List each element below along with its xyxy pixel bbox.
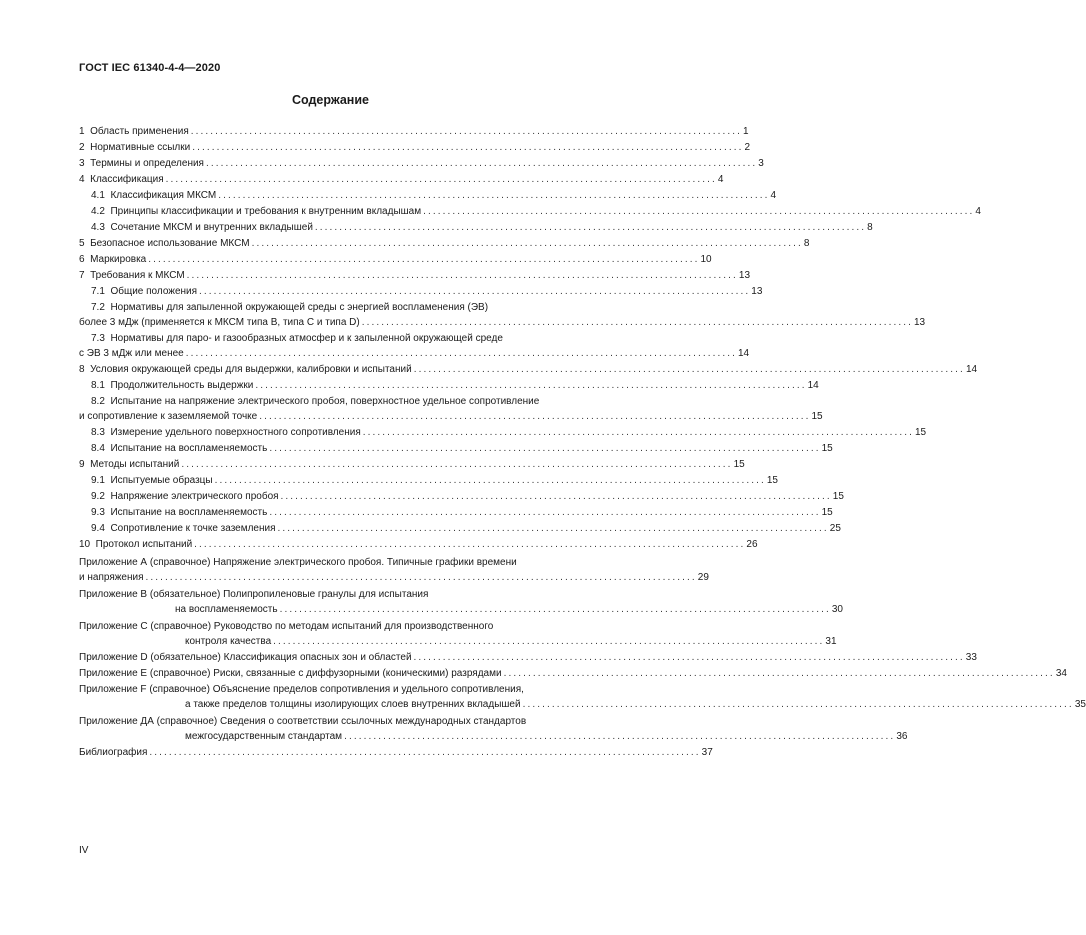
toc-entry-page: 14 — [738, 348, 750, 359]
toc-entry-label: 9.2 Напряжение электрического пробоя — [91, 491, 279, 502]
toc-entry-label: Библиография — [79, 747, 148, 758]
toc-entry[interactable] — [185, 731, 908, 743]
toc-entry-label: Приложение D (обязательное) Классификация опасных зон и областей — [79, 652, 412, 663]
toc-entry[interactable] — [91, 475, 778, 487]
toc-entry[interactable] — [91, 222, 873, 234]
toc-entry[interactable] — [91, 427, 927, 439]
toc-entry-label: 4.1 Классификация МКСМ — [91, 190, 217, 201]
toc-entry-page: 3 — [758, 158, 764, 169]
toc-leader-dots: ................................................................................................................. — [423, 206, 975, 217]
toc-leader-dots: ................................................................................................................. — [259, 411, 811, 422]
toc-entry-page: 8 — [867, 222, 873, 233]
toc-entry-page: 13 — [914, 317, 926, 328]
toc-entry-page: 1 — [743, 126, 749, 137]
toc-entry-label: более 3 мДж (применяется к МКСМ типа В, типа С и типа D) — [79, 317, 360, 328]
toc-entry-label: контроля качества — [185, 636, 272, 647]
toc-entry-page: 36 — [896, 731, 908, 742]
toc-entry-label: межгосударственным стандартам — [185, 731, 343, 742]
toc-leader-dots: ................................................................................................................. — [362, 427, 914, 438]
toc-entry-label: 9.1 Испытуемые образцы — [91, 475, 213, 486]
toc-leader-dots: ................................................................................................................. — [192, 142, 744, 153]
toc-entry-label: 9.4 Сопротивление к точке заземления — [91, 523, 276, 534]
standard-designation: ГОСТ IEC 61340-4-4—2020 — [79, 62, 221, 74]
toc-entry-page: 31 — [825, 636, 837, 647]
toc-entry[interactable] — [91, 286, 763, 298]
toc-leader-dots: ................................................................................................................. — [186, 270, 738, 281]
toc-leader-dots: ................................................................................................................. — [269, 443, 821, 454]
toc-leader-dots: ................................................................................................................. — [413, 652, 965, 663]
toc-entry[interactable] — [79, 652, 977, 664]
toc-entry-label: 7 Требования к МКСМ — [79, 270, 185, 281]
toc-entry[interactable] — [79, 174, 724, 186]
toc-leader-dots: ................................................................................................................. — [194, 539, 746, 550]
toc-entry-line[interactable]: Приложение С (справочное) Руководство по методам испытаний для производственного — [79, 621, 494, 632]
page-title: Содержание — [291, 93, 369, 107]
toc-entry-label: и сопротивление к заземляемой точке — [79, 411, 258, 422]
toc-entry-page: 15 — [811, 411, 823, 422]
toc-leader-dots: ................................................................................................................. — [344, 731, 896, 742]
toc-leader-dots: ................................................................................................................. — [255, 380, 807, 391]
toc-entry-page: 13 — [751, 286, 763, 297]
toc-entry-label: 8 Условия окружающей среды для выдержки, калибровки и испытаний — [79, 364, 412, 375]
toc-entry-label: 9 Методы испытаний — [79, 459, 180, 470]
toc-entry[interactable] — [79, 270, 751, 282]
toc-entry[interactable] — [79, 572, 709, 584]
toc-entry-label: 6 Маркировка — [79, 254, 147, 265]
toc-entry-page: 4 — [770, 190, 777, 201]
toc-entry-label: 4 Классификация — [79, 174, 164, 185]
toc-leader-dots: ................................................................................................................. — [279, 604, 831, 615]
toc-leader-dots: ................................................................................................................. — [273, 636, 825, 647]
toc-entry-label: 10 Протокол испытаний — [79, 539, 193, 550]
toc-entry-line[interactable]: Приложение ДА (справочное) Сведения о соответствии ссылочных международных стандартов — [79, 716, 527, 727]
toc-entry-label: 8.4 Испытание на воспламеняемость — [91, 443, 268, 454]
toc-entry-label: а также пределов толщины изолирующих слоев внутренних вкладышей — [185, 699, 521, 710]
toc-entry-label: с ЭВ 3 мДж или менее — [79, 348, 184, 359]
toc-entry-page: 35 — [1074, 699, 1086, 710]
toc-leader-dots: ................................................................................................................. — [269, 507, 821, 518]
toc-entry-label: на воспламеняемость — [175, 604, 278, 615]
toc-entry-page: 14 — [965, 364, 978, 375]
toc-entry[interactable] — [79, 254, 712, 266]
toc-entry-label: Приложение Е (справочное) Риски, связанные с диффузорными (коническими) разрядами — [79, 668, 502, 679]
toc-entry-label: 9.3 Испытание на воспламеняемость — [91, 507, 268, 518]
toc-entry-line[interactable]: 8.2 Испытание на напряжение электрического пробоя, поверхностное удельное сопротивление — [91, 396, 540, 407]
toc-leader-dots: ................................................................................................................. — [148, 254, 700, 265]
toc-entry[interactable] — [91, 206, 981, 218]
toc-entry[interactable] — [79, 142, 751, 154]
toc-leader-dots: ................................................................................................................. — [145, 572, 697, 583]
toc-entry-page: 8 — [803, 238, 810, 249]
toc-leader-dots: ................................................................................................................. — [190, 126, 742, 137]
toc-leader-dots: ................................................................................................................. — [522, 699, 1074, 710]
toc-entry-page: 15 — [821, 443, 833, 454]
toc-entry-label: 5 Безопасное использование МКСМ — [79, 238, 250, 249]
toc-entry-page: 13 — [738, 270, 751, 281]
toc-entry[interactable] — [91, 380, 819, 392]
toc-entry-page: 4 — [975, 206, 981, 217]
toc-leader-dots: ................................................................................................................. — [314, 222, 867, 233]
toc-entry[interactable] — [91, 491, 844, 503]
toc-entry-line[interactable]: Приложение В (обязательное) Полипропиленовые гранулы для испытания — [79, 589, 429, 600]
toc-leader-dots: ................................................................................................................. — [503, 668, 1055, 679]
toc-entry-label: и напряжения — [79, 572, 144, 583]
toc-entry-label: 3 Термины и определения — [79, 158, 204, 169]
toc-entry-page: 14 — [807, 380, 819, 391]
toc-entry-page: 26 — [746, 539, 758, 550]
toc-entry-page: 15 — [766, 475, 778, 486]
toc-entry-page: 10 — [700, 254, 712, 265]
toc-entry-label: 7.1 Общие положения — [91, 286, 198, 297]
toc-entry[interactable] — [91, 443, 833, 455]
toc-entry[interactable] — [79, 747, 713, 759]
toc-entry-label: 8.3 Измерение удельного поверхностного сопротивления — [91, 427, 361, 438]
toc-entry[interactable] — [91, 523, 841, 535]
toc-entry[interactable] — [79, 317, 926, 329]
toc-leader-dots: ................................................................................................................. — [149, 747, 701, 758]
toc-entry[interactable] — [79, 668, 1067, 680]
toc-entry-page: 25 — [829, 523, 841, 534]
toc-entry-page: 29 — [697, 572, 709, 583]
toc-leader-dots: ................................................................................................................. — [280, 491, 832, 502]
toc-entry-line[interactable]: Приложение F (справочное) Объяснение пределов сопротивления и удельного сопротивления, — [79, 684, 524, 695]
toc-entry[interactable] — [79, 539, 758, 551]
toc-entry[interactable] — [79, 411, 823, 423]
toc-leader-dots: ................................................................................................................. — [205, 158, 758, 169]
toc-entry-page: 15 — [821, 507, 833, 518]
toc-entry-page: 34 — [1055, 668, 1067, 679]
toc-entry[interactable] — [91, 507, 833, 519]
toc-entry-label: 4.2 Принципы классификации и требования к внутренним вкладышам — [91, 206, 422, 217]
toc-entry[interactable] — [185, 699, 1086, 711]
toc-entry-page: 33 — [965, 652, 977, 663]
toc-entry[interactable] — [79, 364, 978, 376]
toc-entry-page: 15 — [832, 491, 844, 502]
toc-leader-dots: ................................................................................................................. — [185, 348, 737, 359]
toc-entry-label: 4.3 Сочетание МКСМ и внутренних вкладышей — [91, 222, 313, 233]
toc-leader-dots: ................................................................................................................. — [165, 174, 717, 185]
toc-entry[interactable] — [79, 158, 764, 170]
toc-leader-dots: ................................................................................................................. — [361, 317, 913, 328]
toc-entry-page: 15 — [733, 459, 745, 470]
toc-leader-dots: ................................................................................................................. — [199, 286, 751, 297]
toc-entry[interactable] — [91, 190, 777, 202]
toc-entry[interactable] — [79, 459, 745, 471]
toc-leader-dots: ................................................................................................................. — [277, 523, 829, 534]
toc-entry-page: 30 — [831, 604, 843, 615]
toc-entry-label: 8.1 Продолжительность выдержки — [91, 380, 254, 391]
toc-entry-page: 4 — [717, 174, 724, 185]
toc-leader-dots: ................................................................................................................. — [251, 238, 803, 249]
toc-entry[interactable] — [185, 636, 837, 648]
toc-entry[interactable] — [79, 238, 810, 250]
toc-leader-dots: ................................................................................................................. — [181, 459, 733, 470]
toc-entry[interactable] — [79, 126, 749, 138]
toc-entry-line[interactable]: Приложение А (справочное) Напряжение электрического пробоя. Типичные графики времени — [79, 557, 517, 568]
toc-entry-line[interactable]: 7.3 Нормативы для паро- и газообразных атмосфер и к запыленной окружающей среде — [91, 333, 503, 344]
toc-leader-dots: ................................................................................................................. — [218, 190, 770, 201]
toc-leader-dots: ................................................................................................................. — [413, 364, 965, 375]
toc-entry-page: 15 — [914, 427, 927, 438]
page-number: IV — [79, 845, 89, 856]
toc-entry-line[interactable]: 7.2 Нормативы для запыленной окружающей среды с энергией воспламенения (ЭВ) — [91, 302, 489, 313]
toc-entry[interactable] — [175, 604, 843, 616]
toc-leader-dots: ................................................................................................................. — [214, 475, 766, 486]
toc-entry-page: 2 — [744, 142, 751, 153]
toc-entry-label: 1 Область применения — [79, 126, 189, 137]
toc-entry-page: 37 — [701, 747, 713, 758]
toc-entry[interactable] — [79, 348, 750, 360]
toc-entry-label: 2 Нормативные ссылки — [79, 142, 191, 153]
